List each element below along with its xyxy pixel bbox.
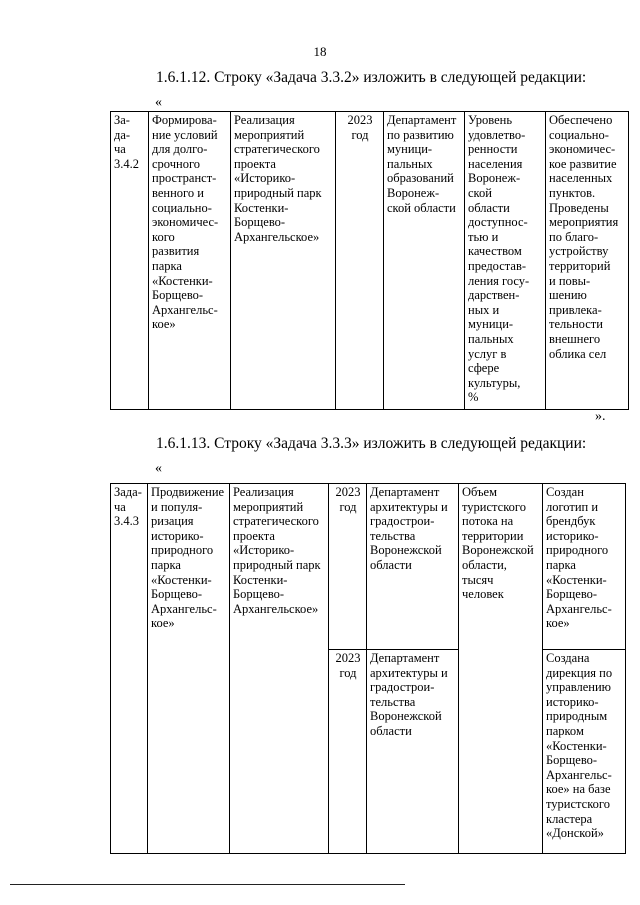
indicator-cell: Объем туристского потока на территории Воронежской области, тысяч человек	[459, 484, 543, 854]
section-1-heading: 1.6.1.12. Строку «Задача 3.3.2» изложить в следующей редакции:	[156, 69, 587, 86]
year-cell: 2023 год	[336, 112, 384, 410]
table-row	[111, 484, 626, 650]
result-cell: Создана дирекция по управлению историко- природным парком «Костенки- Борщево- Архангельс- кое» на базе туристского кластера «Донской»	[543, 650, 626, 854]
section-1-close-quote: ».	[595, 409, 606, 424]
task-3-4-2-table	[110, 111, 629, 410]
result-cell: Создан логотип и брендбук историко- природного парка «Костенки- Борщево- Архангельс- кое»	[543, 484, 626, 650]
executor-cell: Департамент архитектуры и градострои- тельства Воронежской области	[367, 650, 459, 854]
section-2-open-quote: «	[155, 461, 162, 476]
task-number-cell: За- да- ча 3.4.2	[111, 112, 149, 410]
section-1-open-quote: «	[155, 95, 162, 110]
executor-cell: Департамент архитектуры и градострои- тельства Воронежской области	[367, 484, 459, 650]
result-cell: Обеспечено социально- экономичес- кое развитие населенных пунктов. Проведены мероприятия по благо- устройству территорий и повы- шению привлека- тельности внешнего облика сел	[546, 112, 629, 410]
footer-rule	[10, 884, 405, 885]
task-name-cell: Формирова- ние условий для долго- срочного пространст- венного и социально- экономичес- кого развития парка «Костенки- Борщево- Архангельс- кое»	[149, 112, 231, 410]
activity-cell: Реализация мероприятий стратегического проекта «Историко- природный парк Костенки- Борщево- Архангельское»	[231, 112, 336, 410]
year-cell: 2023 год	[329, 484, 367, 650]
table-row	[111, 112, 629, 410]
executor-cell: Департамент по развитию муници- пальных образований Воронеж- ской области	[384, 112, 465, 410]
section-2-heading: 1.6.1.13. Строку «Задача 3.3.3» изложить в следующей редакции:	[156, 435, 587, 452]
task-number-cell: Зада- ча 3.4.3	[111, 484, 148, 854]
activity-cell: Реализация мероприятий стратегического проекта «Историко- природный парк Костенки- Борщево- Архангельское»	[230, 484, 329, 854]
page-number: 18	[313, 44, 327, 59]
task-3-4-3-table	[110, 483, 626, 854]
indicator-cell: Уровень удовлетво- ренности населения Воронеж- ской области доступнос- тью и качеством предостав- ления госу- дарствен- ных и муници- пальных услуг в сфере культуры, %	[465, 112, 546, 410]
task-name-cell: Продвижение и популя- ризация историко- природного парка «Костенки- Борщево- Архангельс- кое»	[148, 484, 230, 854]
year-cell: 2023 год	[329, 650, 367, 854]
